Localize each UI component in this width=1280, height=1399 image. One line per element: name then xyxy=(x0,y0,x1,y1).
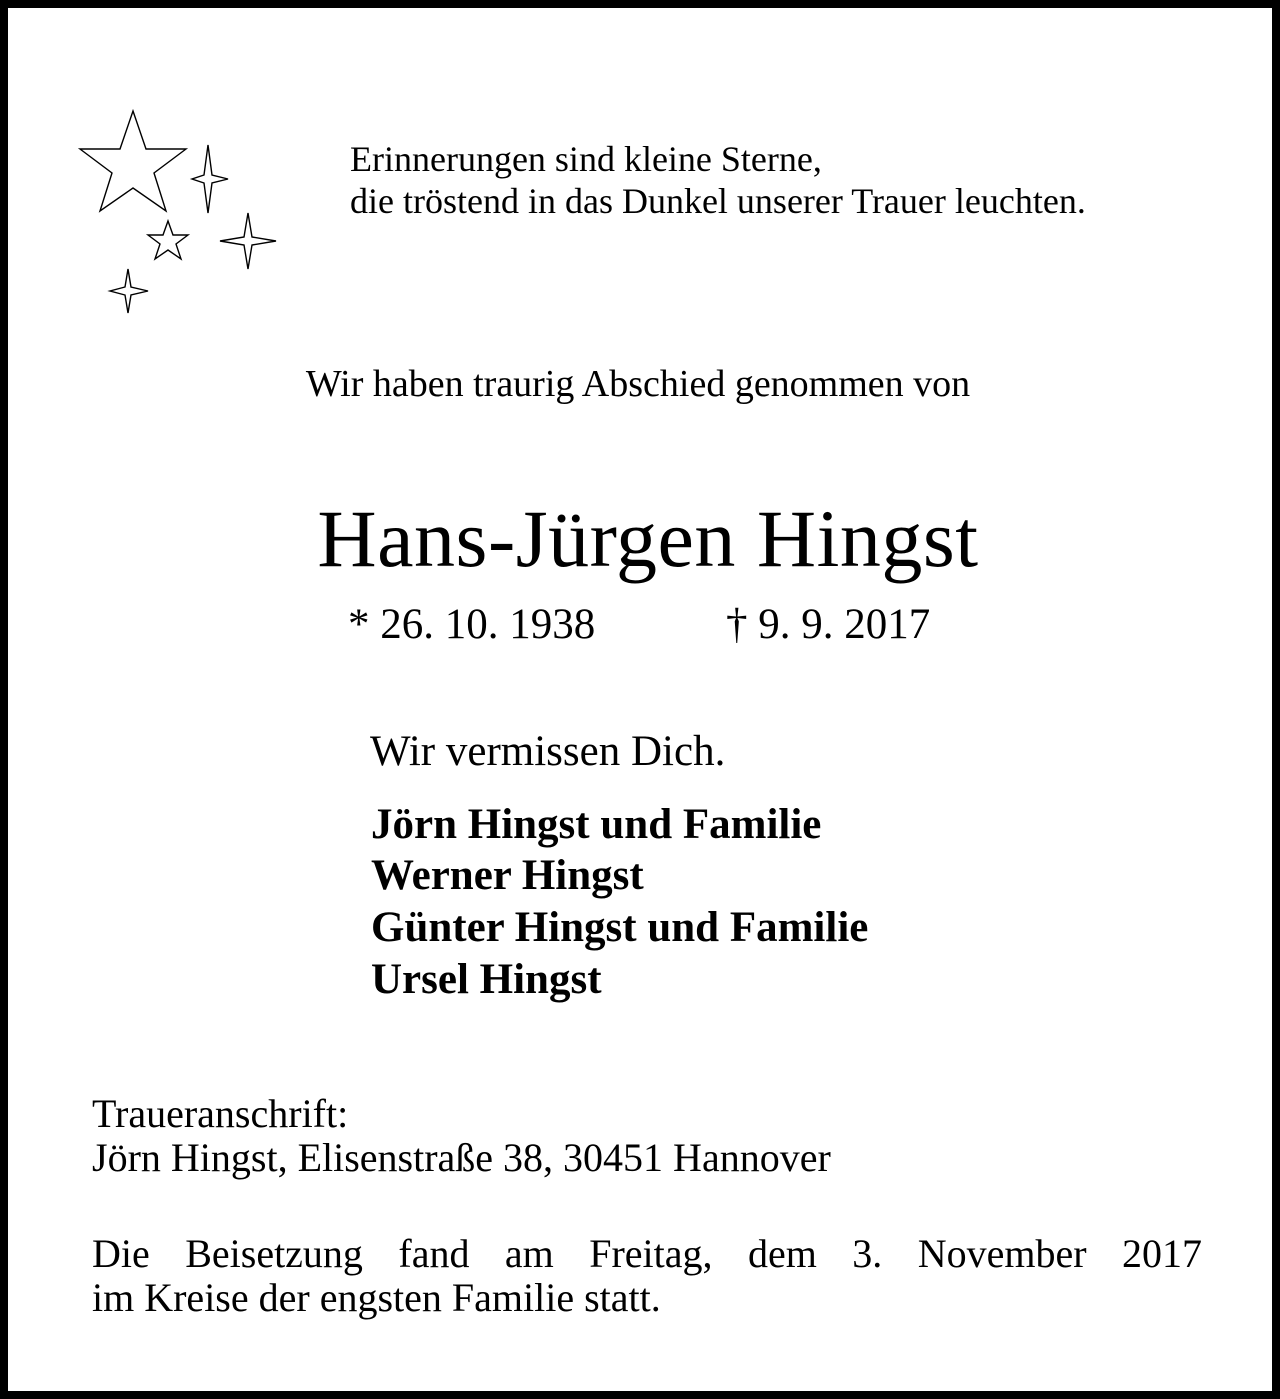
stars-graphic xyxy=(68,103,288,323)
mourning-address: Jörn Hingst, Elisenstraße 38, 30451 Hannover xyxy=(92,1135,831,1180)
quote-line-1: Erinnerungen sind kleine Sterne, xyxy=(350,139,822,179)
sparkle-icon xyxy=(110,269,148,313)
death-date: † 9. 9. 2017 xyxy=(726,601,931,648)
farewell-text: Wir haben traurig Abschied genommen von xyxy=(305,363,971,405)
stars-decoration xyxy=(68,103,288,323)
deceased-name: Hans-Jürgen Hingst xyxy=(317,493,979,584)
signatory: Jörn Hingst und Familie xyxy=(371,801,822,848)
sparkle-icon xyxy=(192,145,228,213)
birth-date: * 26. 10. 1938 xyxy=(348,601,596,648)
funeral-info-line-1: Die Beisetzung fand am Freitag, dem 3. November 2017 xyxy=(92,1231,1202,1276)
small-star-icon xyxy=(148,221,188,259)
sparkle-icon xyxy=(220,213,276,269)
quote-line-2: die tröstend in das Dunkel unserer Trauer leuchten. xyxy=(350,181,1086,221)
large-star-icon xyxy=(80,111,186,211)
signatory: Werner Hingst xyxy=(371,852,644,899)
message-text: Wir vermissen Dich. xyxy=(370,728,726,775)
signatory: Günter Hingst und Familie xyxy=(371,904,869,951)
funeral-info-line-2: im Kreise der engsten Familie statt. xyxy=(92,1275,661,1320)
mourning-address-label: Traueranschrift: xyxy=(92,1091,349,1136)
signatory: Ursel Hingst xyxy=(371,956,602,1003)
